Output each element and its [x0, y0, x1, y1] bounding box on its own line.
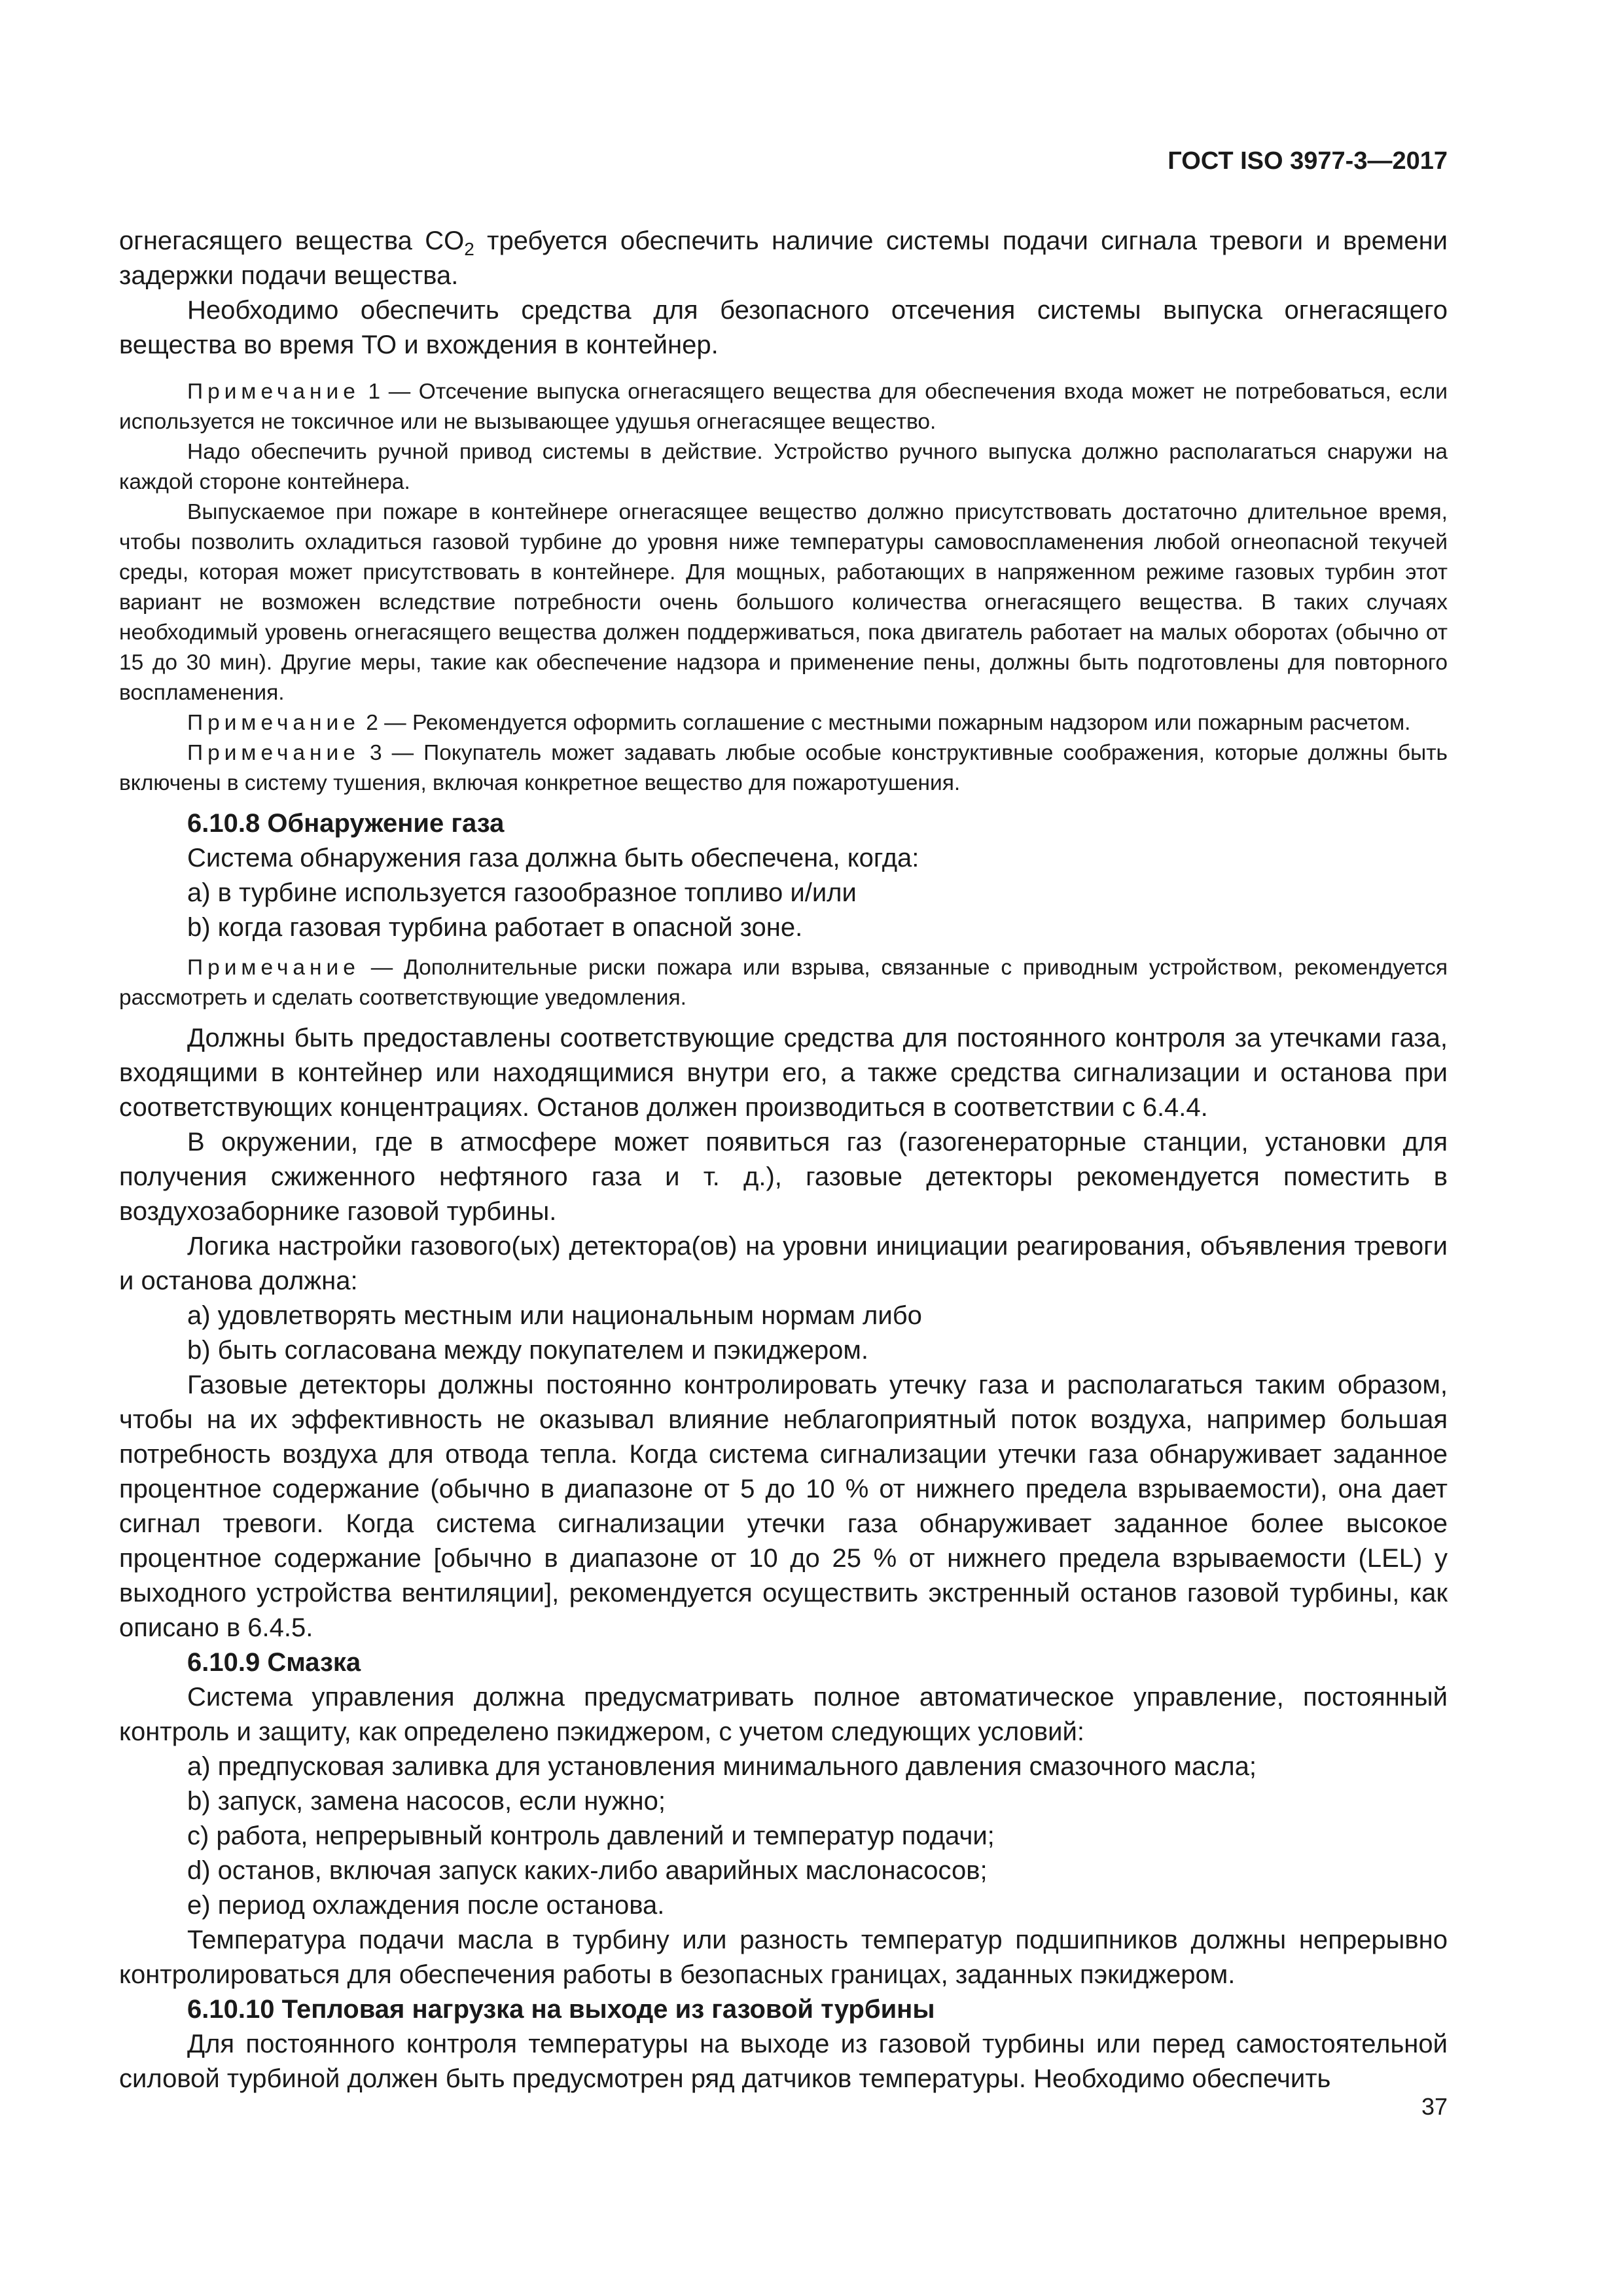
note-2 [119, 708, 1448, 738]
list-item: c) работа, непрерывный контроль давлений и температур подачи; [187, 1821, 995, 1850]
gas-detection-intro: Система обнаружения газа должна быть обеспечена, когда: [187, 844, 919, 872]
paragraph-continuation-text-a: огнегасящего вещества CO [119, 226, 465, 255]
note-gas-detection [119, 953, 1448, 1013]
document-code-header: ГОСТ ISO 3977-3—2017 [1168, 147, 1448, 175]
note-1 [119, 377, 1448, 437]
note-gas-detection-label: Примечание [187, 956, 360, 980]
paragraph-cutoff-system: Необходимо обеспечить средства для безопасного отсечения системы выпуска огнегасящего вещества во время ТО и вхождения в контейнер. [119, 296, 1448, 359]
list-item: b) когда газовая турбина работает в опасной зоне. [187, 913, 803, 942]
page-content [119, 224, 1448, 2096]
paragraph-detector-thresholds: Газовые детекторы должны постоянно контролировать утечку газа и располагаться таким образом, чтобы на их эффективность не оказывал влияние неблагоприятный поток воздуха, например большая потребность воздуха для отвода тепла. Когда система сигнализации утечки газа обнаруживает заданное процентное содержание (обычно в диапазоне от 5 до 10 % от нижнего предела взрываемости), она дает сигнал тревоги. Когда система сигнализации утечки газа обнаруживает заданное более высокое процентное содержание [обычно в диапазоне от 10 до 25 % от нижнего предела взрываемости (LEL) у выходного устройства вентиляции], рекомендуется осуществить экстренный останов газовой турбины, как описано в 6.4.5. [119, 1371, 1448, 1642]
list-item: a) удовлетворять местным или национальным нормам либо [187, 1301, 922, 1330]
paragraph-detector-placement: В окружении, где в атмосфере может появиться газ (газогенераторные станции, установки для получения сжиженного нефтяного газа и т. д.), газовые детекторы рекомендуется поместить в воздухозаборнике газовой турбины. [119, 1128, 1448, 1226]
section-heading-exhaust-heat-load: 6.10.10 Тепловая нагрузка на выходе из газовой турбины [187, 1995, 935, 2024]
note-1-text: 1 — Отсечение выпуска огнегасящего вещества для обеспечения входа может не потребоваться, если используется не токсичное или не вызывающее удушья огнегасящее вещество. [119, 380, 1448, 434]
paragraph-oil-temperature: Температура подачи масла в турбину или разность температур подшипников должны непрерывно контролироваться для обеспечения работы в безопасных границах, заданных пэкиджером. [119, 1926, 1448, 1989]
note-3 [119, 738, 1448, 798]
note-2-text: 2 — Рекомендуется оформить соглашение с местными пожарным надзором или пожарным расчетом. [359, 711, 1411, 735]
note-3-text: 3 — Покупатель может задавать любые особые конструктивные соображения, которые должны быть включены в систему тушения, включая конкретное вещество для пожаротушения. [119, 741, 1448, 795]
paragraph-exhaust-sensors: Для постоянного контроля температуры на выходе из газовой турбины или перед самостоятельной силовой турбиной должен быть предусмотрен ряд датчиков температуры. Необходимо обеспечить [119, 2030, 1448, 2093]
note-manual-drive: Надо обеспечить ручной привод системы в действие. Устройство ручного выпуска должно располагаться снаружи на каждой стороне контейнера. [119, 440, 1448, 494]
list-item: e) период охлаждения после останова. [187, 1891, 665, 1920]
page-number: 37 [1421, 2093, 1448, 2120]
lubrication-intro: Система управления должна предусматривать полное автоматическое управление, постоянный контроль и защиту, как определено пэкиджером, с учетом следующих условий: [119, 1683, 1448, 1746]
list-item: d) останов, включая запуск каких-либо аварийных маслонасосов; [187, 1856, 988, 1885]
note-gas-detection-text: — Дополнительные риски пожара или взрыва, связанные с приводным устройством, рекомендуется рассмотреть и сделать соответствующие уведомления. [119, 956, 1448, 1010]
paragraph-leak-monitoring: Должны быть предоставлены соответствующие средства для постоянного контроля за утечками газа, входящими в контейнер или находящимися внутри его, а также средства сигнализации и останова при соответствующих концентрациях. Останов должен производиться в соответствии с 6.4.4. [119, 1024, 1448, 1122]
list-item: a) в турбине используется газообразное топливо и/или [187, 878, 857, 907]
co2-subscript: 2 [464, 239, 474, 259]
note-extinguishing-duration: Выпускаемое при пожаре в контейнере огнегасящее вещество должно присутствовать достаточно длительное время, чтобы позволить охладиться газовой турбине до уровня ниже температуры самовоспламенения любой огнеопасной текучей среды, которая может присутствовать в контейнере. Для мощных, работающих в напряженном режиме газовых турбин этот вариант не возможен вследствие потребности очень большого количества огнегасящего вещества. В таких случаях необходимый уровень огнегасящего вещества должен поддерживаться, пока двигатель работает на малых оборотах (обычно от 15 до 30 мин). Другие меры, такие как обеспечение надзора и применение пены, должны быть подготовлены для повторного воспламенения. [119, 500, 1448, 705]
paragraph-continuation-text-b: требуется обеспечить наличие системы подачи сигнала тревоги и времени задержки подачи вещества. [119, 226, 1448, 290]
note-3-label: Примечание [187, 741, 360, 765]
list-item: b) запуск, замена насосов, если нужно; [187, 1787, 666, 1816]
list-item: b) быть согласована между покупателем и пэкиджером. [187, 1336, 868, 1365]
section-heading-lubrication: 6.10.9 Смазка [187, 1648, 361, 1677]
note-1-label: Примечание [187, 380, 360, 404]
paragraph-continuation [119, 224, 1448, 293]
paragraph-detector-logic: Логика настройки газового(ых) детектора(ов) на уровни инициации реагирования, объявления тревоги и останова должна: [119, 1232, 1448, 1295]
note-2-label: Примечание [187, 711, 360, 735]
section-heading-gas-detection: 6.10.8 Обнаружение газа [187, 809, 505, 838]
list-item: a) предпусковая заливка для установления минимального давления смазочного масла; [187, 1752, 1257, 1781]
notes-block [119, 377, 1448, 798]
